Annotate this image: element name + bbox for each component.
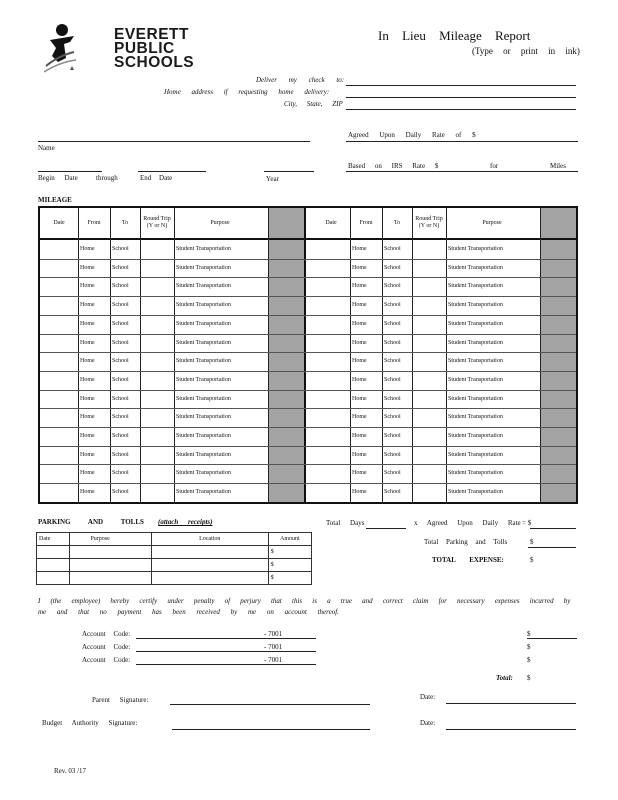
mileage-cell-purpose[interactable]: Student Transportation [448,451,503,458]
table-row-divider [40,464,576,465]
mileage-cell-to[interactable]: School [384,339,401,346]
table-row [37,559,312,572]
parking-amount-cell[interactable]: $ [268,546,311,559]
mileage-section-title: MILEAGE [38,196,72,204]
mileage-cell-to[interactable]: School [112,433,129,439]
mileage-cell-purpose[interactable]: Student Transportation [176,470,231,477]
table-row-divider [40,427,576,428]
mileage-cell-to[interactable]: School [112,264,129,271]
city-state-zip-field[interactable] [346,109,576,110]
mileage-cell-to[interactable]: School [112,320,129,327]
begin-date-label: Begin Date [38,174,78,182]
mileage-cell-to[interactable]: School [384,414,401,421]
parking-purpose-cell[interactable] [70,559,151,572]
mileage-cell-to[interactable]: School [112,451,129,458]
account-code-field-1[interactable] [136,638,316,639]
budget-date-field[interactable] [446,729,576,730]
mileage-cell-from[interactable]: Home [352,489,367,496]
mileage-cell-purpose[interactable]: Student Transportation [448,320,503,327]
table-row [37,572,312,585]
mileage-cell-from[interactable]: Home [80,414,95,421]
mileage-cell-from[interactable]: Home [352,451,367,458]
parking-amount-cell[interactable]: $ [268,572,311,585]
total-days-label: Total Days [326,519,365,527]
column-line [412,208,413,502]
budget-signature-field[interactable] [172,729,370,730]
end-date-field[interactable] [138,171,206,172]
mileage-cell-from[interactable]: Home [352,470,367,477]
through-label: through [96,174,118,182]
mileage-col-from: From [359,220,373,226]
mileage-cell-purpose[interactable]: Student Transportation [176,433,231,439]
deliver-check-label: Deliver my check to: [256,76,345,84]
mileage-col-round-trip: Round Trip (Y or N) [143,216,171,229]
agreed-rate-label: Agreed Upon Daily Rate of $ [348,131,476,139]
year-label: Year [266,175,279,183]
column-line [110,208,111,502]
column-line [540,208,541,502]
mileage-cell-to[interactable]: School [384,395,401,402]
mileage-cell-purpose[interactable]: Student Transportation [176,339,231,346]
mileage-cell-to[interactable]: School [112,470,129,477]
mileage-cell-from[interactable]: Home [80,264,95,271]
account-code-label-2: Account Code: [82,643,131,651]
miles-label: Miles [550,162,566,170]
mileage-cell-from[interactable]: Home [80,320,95,327]
account-dollar-2: $ [527,643,531,651]
accounts-total-label: Total: [496,674,513,682]
mileage-cell-to[interactable]: School [112,489,129,496]
total-expense-label: TOTAL EXPENSE: [432,556,504,564]
certification-text-line1: I (the employee) hereby certify under penalty of perjury that this is a true and correct claim for necessary expenses incurred by [38,597,571,605]
attach-receipts-note: (attach receipts) [158,518,213,526]
mileage-cell-from[interactable]: Home [352,433,367,439]
parking-date-cell[interactable] [37,546,70,559]
total-parking-tolls-label: Total Parking and Tolls [424,538,508,546]
parking-total-field[interactable] [528,547,576,548]
table-row-divider [40,390,576,391]
mileage-cell-purpose[interactable]: Student Transportation [448,339,503,346]
table-row-divider [40,296,576,297]
table-row-divider [40,352,576,353]
mileage-amount-column [540,208,576,502]
table-row-divider [40,277,576,278]
mileage-cell-from[interactable]: Home [352,264,367,271]
mileage-cell-to[interactable]: School [384,451,401,458]
table-row-divider [40,446,576,447]
column-line [350,208,351,502]
for-label: for [490,162,499,170]
column-line [174,208,175,502]
mileage-cell-purpose[interactable]: Student Transportation [176,395,231,402]
days-total-field[interactable] [530,528,576,529]
mileage-cell-to[interactable]: School [112,376,129,383]
mileage-cell-to[interactable]: School [112,302,129,309]
mileage-col-to: To [121,220,129,226]
parking-location-cell[interactable] [151,572,268,585]
account-dollar-1: $ [527,630,531,638]
parent-signature-label: Parent Signature: [92,696,149,704]
runner-swoosh-icon [44,22,78,76]
mileage-cell-purpose[interactable]: Student Transportation [448,376,503,383]
mileage-col-from: From [87,220,101,226]
half-divider [304,208,306,502]
mileage-col-date: Date [325,220,337,226]
mileage-cell-purpose[interactable]: Student Transportation [448,358,503,365]
mileage-cell-to[interactable]: School [112,395,129,402]
table-row [37,546,312,559]
mileage-cell-from[interactable]: Home [80,489,95,496]
mileage-cell-to[interactable]: School [384,358,401,365]
table-row-divider [40,483,576,484]
total-expense-dollar: $ [530,556,534,564]
accounts-total-dollar: $ [527,674,531,682]
column-line [268,208,269,502]
irs-rate-field[interactable] [346,171,578,172]
mileage-cell-from[interactable]: Home [352,414,367,421]
parking-section-title: PARKING AND TOLLS [38,518,144,526]
mileage-cell-to[interactable]: School [384,283,401,290]
parking-dollar-label: $ [530,538,534,546]
mileage-cell-from[interactable]: Home [80,246,95,252]
mileage-cell-from[interactable]: Home [352,246,367,252]
mileage-cell-purpose[interactable]: Student Transportation [176,283,231,290]
everett-public-schools-logo [44,22,195,78]
account-suffix-1: - 7001 [264,630,283,638]
table-row-divider [40,408,576,409]
budget-date-label: Date: [420,719,436,727]
mileage-cell-from[interactable]: Home [80,358,95,365]
mileage-cell-to[interactable]: School [384,264,401,271]
mileage-cell-to[interactable]: School [384,302,401,309]
mileage-cell-to[interactable]: School [384,433,401,439]
column-line [382,208,383,502]
mileage-cell-purpose[interactable]: Student Transportation [176,264,231,271]
name-label: Name [38,144,55,152]
account-suffix-3: - 7001 [264,656,283,664]
mileage-cell-from[interactable]: Home [80,451,95,458]
mileage-cell-purpose[interactable]: Student Transportation [176,451,231,458]
mileage-cell-purpose[interactable]: Student Transportation [176,376,231,383]
mileage-cell-to[interactable]: School [384,320,401,327]
account-code-label-1: Account Code: [82,630,131,638]
table-row-divider [40,315,576,316]
mileage-cell-purpose[interactable]: Student Transportation [448,414,503,421]
parent-date-label: Date: [420,693,436,701]
mileage-cell-from[interactable]: Home [352,283,367,290]
mileage-cell-purpose[interactable]: Student Transportation [448,395,503,402]
parking-location-cell[interactable] [151,559,268,572]
mileage-cell-to[interactable]: School [384,470,401,477]
end-date-label: End Date [140,174,173,182]
mileage-cell-from[interactable]: Home [352,395,367,402]
mileage-cell-purpose[interactable]: Student Transportation [176,489,231,496]
mileage-cell-from[interactable]: Home [352,302,367,309]
parking-date-cell[interactable] [37,572,70,585]
table-row-divider [40,371,576,372]
mileage-cell-purpose[interactable]: Student Transportation [176,320,231,327]
mileage-cell-purpose[interactable]: Student Transportation [176,358,231,365]
parent-date-field[interactable] [446,703,576,704]
mileage-cell-from[interactable]: Home [80,470,95,477]
budget-authority-signature-label: Budget Authority Signature: [42,719,138,727]
mileage-cell-from[interactable]: Home [352,358,367,365]
parking-col-location: Location [151,533,268,546]
mileage-col-to: To [393,220,401,226]
mileage-cell-to[interactable]: School [384,376,401,383]
mileage-cell-from[interactable]: Home [352,320,367,327]
mileage-cell-to[interactable]: School [112,283,129,290]
account-code-field-3[interactable] [136,664,316,665]
column-line [446,208,447,502]
agreed-rate-field[interactable] [346,141,578,142]
column-line [78,208,79,502]
mileage-cell-to[interactable]: School [384,489,401,496]
parking-date-cell[interactable] [37,559,70,572]
mileage-cell-to[interactable]: School [112,414,129,421]
mileage-cell-purpose[interactable]: Student Transportation [448,489,503,496]
mileage-cell-purpose[interactable]: Student Transportation [448,470,503,477]
mileage-cell-from[interactable]: Home [80,283,95,290]
home-address-field[interactable] [346,97,576,98]
city-state-zip-label: City, State, ZIP [284,100,343,108]
page-subtitle: (Type or print in ink) [472,46,580,56]
logo-text-everett: EVERETT [114,26,189,43]
mileage-cell-to[interactable]: School [384,246,401,252]
parking-col-amount: Amount [268,533,311,546]
page-title: In Lieu Mileage Report [378,28,531,43]
account-code-field-2[interactable] [136,651,316,652]
equals-dollar-label: = $ [522,519,532,527]
mileage-cell-purpose[interactable]: Student Transportation [448,433,503,439]
mileage-table [38,206,578,504]
parking-col-purpose: Purpose [70,533,151,546]
logo-text-schools: SCHOOLS [114,54,195,71]
based-on-irs-rate-label: Based on IRS Rate $ [348,162,439,170]
home-address-label: Home address if requesting home delivery: [164,88,330,96]
mileage-cell-from[interactable]: Home [80,395,95,402]
year-field[interactable] [264,171,314,172]
begin-date-field[interactable] [38,171,102,172]
account-dollar-3: $ [527,656,531,664]
mileage-cell-from[interactable]: Home [80,302,95,309]
mileage-cell-from[interactable]: Home [80,433,95,439]
mileage-cell-purpose[interactable]: Student Transportation [448,302,503,309]
mileage-cell-purpose[interactable]: Student Transportation [448,264,503,271]
account-amount-field-1[interactable] [527,638,577,639]
parking-col-date: Date [37,533,70,546]
certification-text-line2: me and that no payment has been received by me on account thereof. [38,608,339,616]
mileage-amount-column [268,208,304,502]
mileage-cell-purpose[interactable]: Student Transportation [176,414,231,421]
mileage-col-round-trip: Round Trip (Y or N) [415,216,443,229]
mileage-col-date: Date [53,220,65,226]
mileage-col-purpose: Purpose [210,220,230,226]
mileage-cell-from[interactable]: Home [80,339,95,346]
mileage-cell-purpose[interactable]: Student Transportation [448,283,503,290]
account-suffix-2: - 7001 [264,643,283,651]
header-divider [40,238,576,240]
mileage-col-purpose: Purpose [482,220,502,226]
mileage-cell-from[interactable]: Home [352,339,367,346]
parking-amount-cell[interactable]: $ [268,559,311,572]
account-code-label-3: Account Code: [82,656,131,664]
mileage-cell-to[interactable]: School [112,339,129,346]
column-line [140,208,141,502]
logo-text-public: PUBLIC [114,40,175,57]
name-field[interactable] [38,141,310,142]
mileage-cell-purpose[interactable]: Student Transportation [176,246,231,252]
parking-purpose-cell[interactable] [70,546,151,559]
mileage-cell-purpose[interactable]: Student Transportation [448,246,503,252]
parking-purpose-cell[interactable] [70,572,151,585]
parking-location-cell[interactable] [151,546,268,559]
mileage-cell-from[interactable]: Home [80,376,95,383]
mileage-cell-purpose[interactable]: Student Transportation [176,302,231,309]
mileage-cell-to[interactable]: School [112,246,129,252]
total-days-field[interactable] [366,528,406,529]
mileage-cell-from[interactable]: Home [352,376,367,383]
table-row-divider [40,259,576,260]
deliver-to-field[interactable] [346,85,576,86]
mileage-cell-to[interactable]: School [112,358,129,365]
table-row-divider [40,334,576,335]
revision-label: Rev. 03 /17 [54,767,87,775]
x-agreed-rate-label: x Agreed Upon Daily Rate [414,519,521,527]
parking-table [36,532,312,585]
parent-signature-field[interactable] [170,704,370,705]
